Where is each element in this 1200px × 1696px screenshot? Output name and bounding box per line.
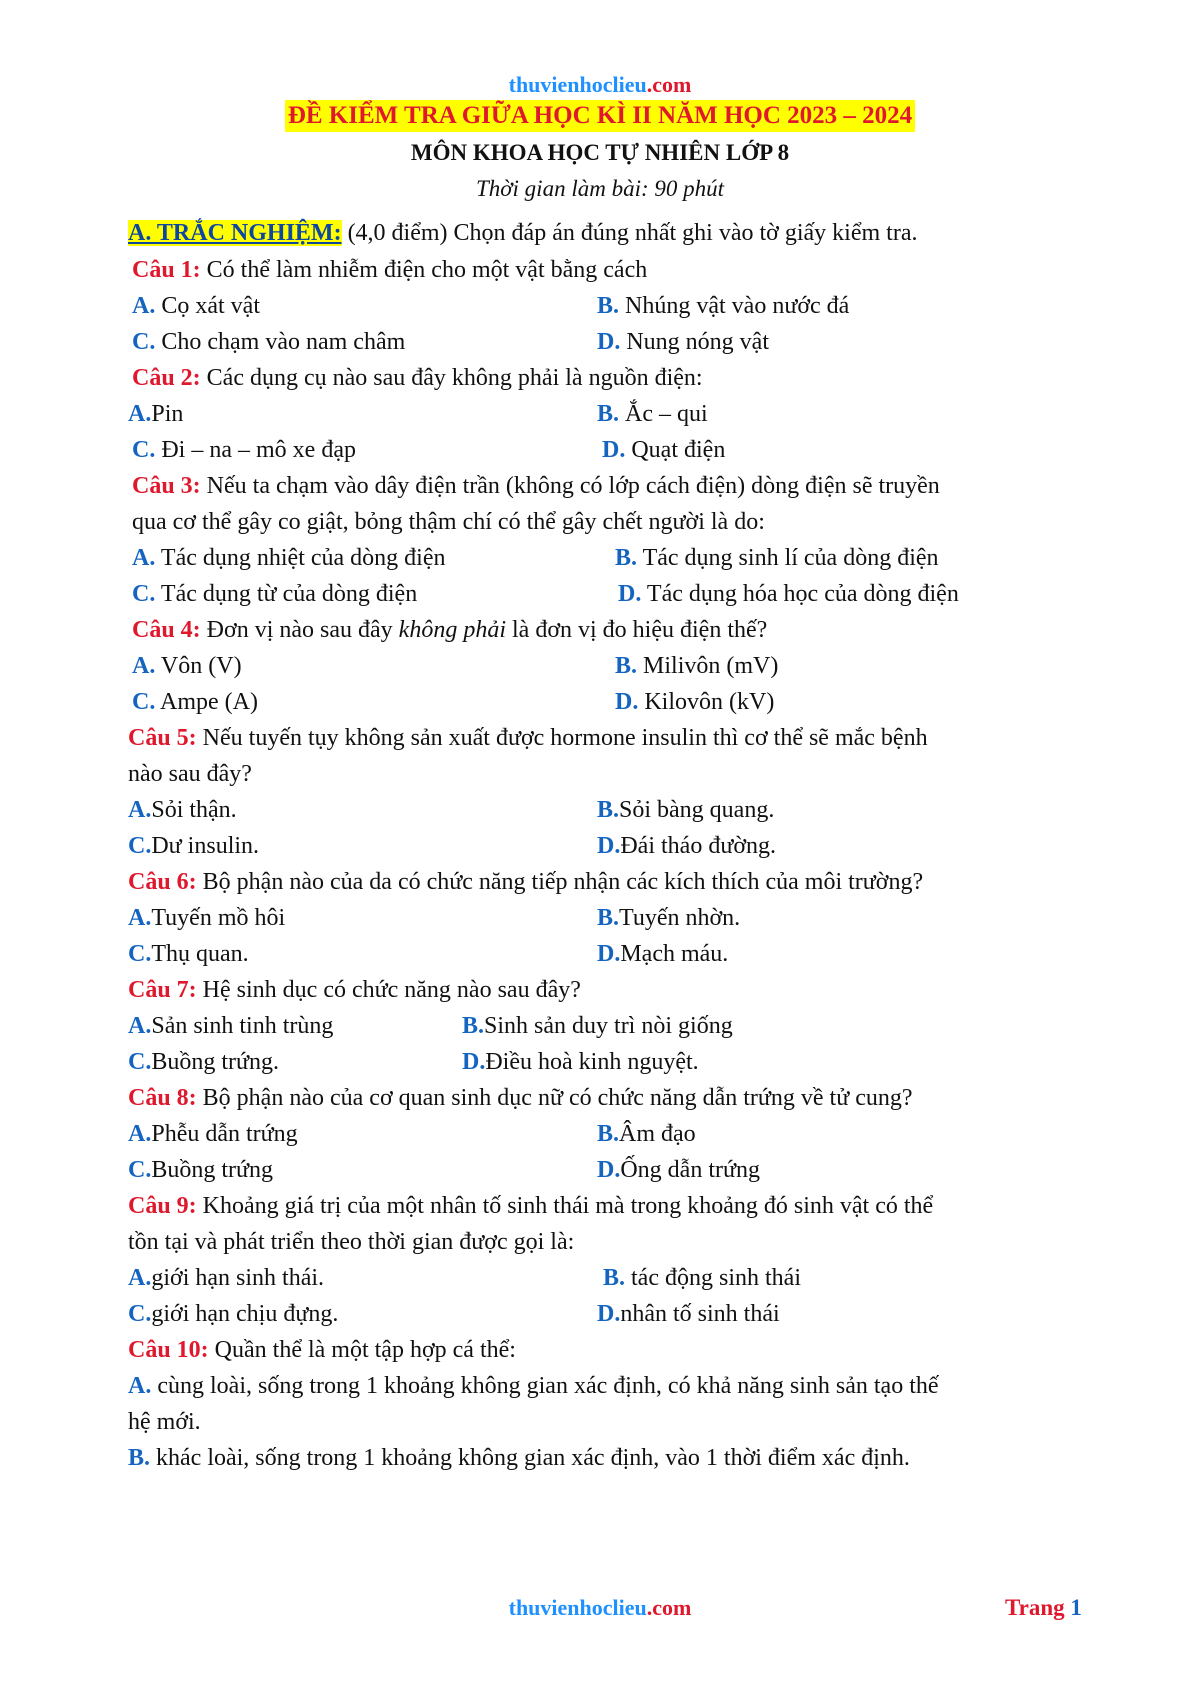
exam-time: Thời gian làm bài: 90 phút [475, 176, 725, 201]
question-5: Câu 5: Nếu tuyến tụy không sản xuất được hormone insulin thì cơ thể sẽ mắc bệnh [128, 725, 928, 751]
q10-option-b: B. khác loài, sống trong 1 khoảng không gian xác định, vào 1 thời điểm xác định. [128, 1445, 910, 1471]
q5-option-a: A.Sỏi thận. [128, 797, 237, 823]
q7-option-b: B.Sinh sản duy trì nòi giống [462, 1013, 733, 1039]
q7-option-a: A.Sản sinh tinh trùng [128, 1013, 334, 1039]
page-number: Trang 1 [1005, 1595, 1082, 1620]
site-brand-footer[interactable]: thuvienhoclieu.com [508, 1595, 692, 1620]
q6-option-c: C.Thụ quan. [128, 941, 249, 967]
q4-option-a: A. Vôn (V) [132, 653, 242, 679]
q1-option-b: B. Nhúng vật vào nước đá [597, 293, 850, 319]
q10-option-a-cont: hệ mới. [128, 1409, 201, 1435]
q8-option-c: C.Buồng trứng [128, 1157, 274, 1183]
q2-option-b: B. Ắc – qui [597, 401, 708, 427]
q4-option-d: D. Kilovôn (kV) [615, 689, 775, 715]
q2-option-d: D. Quạt điện [602, 437, 726, 463]
question-2: Câu 2: Các dụng cụ nào sau đây không phải là nguồn điện: [132, 365, 703, 391]
q3-option-d: D. Tác dụng hóa học của dòng điện [618, 581, 959, 607]
q1-option-d: D. Nung nóng vật [597, 329, 769, 355]
question-3: Câu 3: Nếu ta chạm vào dây điện trần (không có lớp cách điện) dòng điện sẽ truyền [132, 473, 940, 499]
q4-option-c: C. Ampe (A) [132, 689, 258, 715]
q9-option-b: B. tác động sinh thái [603, 1265, 801, 1291]
q10-option-a: A. cùng loài, sống trong 1 khoảng không gian xác định, có khả năng sinh sản tạo thế [128, 1373, 939, 1399]
q5-option-b: B.Sỏi bàng quang. [597, 797, 775, 823]
question-8: Câu 8: Bộ phận nào của cơ quan sinh dục nữ có chức năng dẫn trứng về tử cung? [128, 1085, 913, 1111]
q1-option-a: A. Cọ xát vật [132, 293, 260, 319]
q2-option-c: C. Đi – na – mô xe đạp [132, 437, 356, 463]
q7-option-d: D.Điều hoà kinh nguyệt. [462, 1049, 699, 1075]
q9-option-c: C.giới hạn chịu đựng. [128, 1301, 339, 1327]
q6-option-a: A.Tuyến mồ hôi [128, 905, 286, 931]
site-brand-header[interactable]: thuvienhoclieu.com [508, 72, 692, 97]
q5-option-d: D.Đái tháo đường. [597, 833, 777, 859]
q6-option-b: B.Tuyến nhờn. [597, 905, 741, 931]
q8-option-b: B.Âm đạo [597, 1121, 696, 1147]
q8-option-a: A.Phễu dẫn trứng [128, 1121, 298, 1147]
exam-title: ĐỀ KIỂM TRA GIỮA HỌC KÌ II NĂM HỌC 2023 – 2024 [285, 100, 915, 132]
q5-option-c: C.Dư insulin. [128, 833, 260, 859]
question-4: Câu 4: Đơn vị nào sau đây không phải là đơn vị đo hiệu điện thế? [132, 617, 768, 643]
q1-option-c: C. Cho chạm vào nam châm [132, 329, 406, 355]
question-3-cont: qua cơ thể gây co giật, bỏng thậm chí có thể gây chết người là do: [132, 509, 765, 535]
q7-option-c: C.Buồng trứng. [128, 1049, 280, 1075]
section-instruction: (4,0 điểm) Chọn đáp án đúng nhất ghi vào tờ giấy kiểm tra. [341, 220, 918, 246]
question-7: Câu 7: Hệ sinh dục có chức năng nào sau đây? [128, 977, 581, 1003]
question-6: Câu 6: Bộ phận nào của da có chức năng tiếp nhận các kích thích của môi trường? [128, 869, 924, 895]
section-label: A. TRẮC NGHIỆM: [128, 220, 342, 246]
q8-option-d: D.Ống dẫn trứng [597, 1157, 760, 1183]
q9-option-a: A.giới hạn sinh thái. [128, 1265, 325, 1291]
section-heading-line [128, 220, 917, 247]
q3-option-c: C. Tác dụng từ của dòng điện [132, 581, 418, 607]
question-9: Câu 9: Khoảng giá trị của một nhân tố sinh thái mà trong khoảng đó sinh vật có thể [128, 1193, 934, 1219]
exam-subject: MÔN KHOA HỌC TỰ NHIÊN LỚP 8 [410, 140, 790, 165]
question-10: Câu 10: Quần thể là một tập hợp cá thể: [128, 1337, 516, 1363]
q3-option-b: B. Tác dụng sinh lí của dòng điện [615, 545, 939, 571]
q4-option-b: B. Milivôn (mV) [615, 653, 779, 679]
q3-option-a: A. Tác dụng nhiệt của dòng điện [132, 545, 446, 571]
q6-option-d: D.Mạch máu. [597, 941, 729, 967]
question-5-cont: nào sau đây? [128, 761, 252, 787]
q2-option-a: A.Pin [128, 401, 184, 427]
question-9-cont: tồn tại và phát triển theo thời gian được gọi là: [128, 1229, 575, 1255]
q9-option-d: D.nhân tố sinh thái [597, 1301, 780, 1327]
question-1: Câu 1: Có thể làm nhiễm điện cho một vật bằng cách [132, 257, 648, 283]
title-wrap [0, 100, 1200, 132]
